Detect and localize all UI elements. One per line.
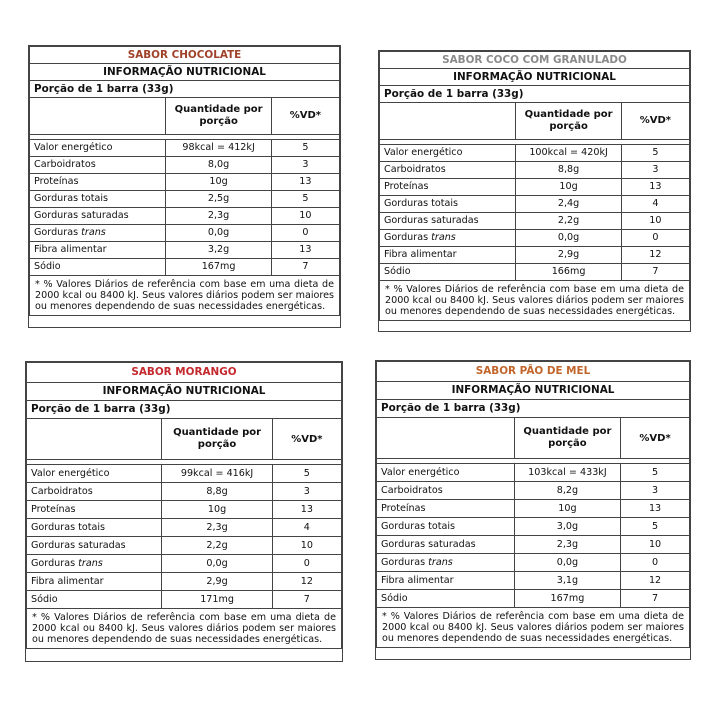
nutrition-panel-coco	[378, 50, 691, 332]
nutrient-row	[380, 196, 690, 213]
nutrition-panel-morango	[25, 361, 343, 662]
nutrient-qty: 3,0g	[514, 518, 620, 536]
nutrient-row	[30, 157, 340, 174]
nutrient-name: Carboidratos	[27, 483, 162, 501]
nutrient-row	[30, 208, 340, 225]
portion-label: Porção de 1 barra (33g)	[30, 81, 340, 98]
nutrient-qty: 10g	[514, 500, 620, 518]
nutrient-row	[377, 500, 690, 518]
nutrient-vd: 0	[621, 230, 689, 247]
nutrient-vd: 12	[621, 247, 689, 264]
nutrient-qty: 2,5g	[166, 191, 271, 208]
nutrient-row	[27, 501, 342, 519]
nutrient-name: Proteínas	[27, 501, 162, 519]
qty-header: Quantidade por porção	[516, 103, 621, 140]
footnote: * % Valores Diários de referência com base em uma dieta de 2000 kcal ou 8400 kJ. Seus valores diários podem ser maiores ou menores dependendo de suas necessidades energéticas.	[30, 276, 340, 316]
vd-header: %VD*	[621, 418, 690, 459]
nutrient-qty: 8,2g	[514, 482, 620, 500]
footnote: * % Valores Diários de referência com base em uma dieta de 2000 kcal ou 8400 kJ. Seus valores diários podem ser maiores ou menores dependendo de suas necessidades energéticas.	[27, 609, 342, 649]
nutrient-name: Proteínas	[380, 179, 516, 196]
nutrient-name: Sódio	[30, 259, 166, 276]
nutrient-name: Gorduras saturadas	[30, 208, 166, 225]
qty-header: Quantidade por porção	[514, 418, 620, 459]
nutrient-qty: 2,2g	[162, 537, 272, 555]
nutrient-vd: 12	[621, 572, 690, 590]
nutrient-row	[30, 174, 340, 191]
nutrient-vd: 10	[621, 213, 689, 230]
nutrient-row	[27, 591, 342, 609]
nutrient-qty: 2,4g	[516, 196, 621, 213]
nutrition-panel-pao-de-mel	[375, 360, 691, 660]
vd-header: %VD*	[271, 98, 339, 135]
nutrition-table	[376, 361, 690, 648]
nutrient-qty: 2,9g	[162, 573, 272, 591]
nutrient-qty: 8,0g	[166, 157, 271, 174]
nutrient-row	[380, 247, 690, 264]
nutrient-qty: 0,0g	[162, 555, 272, 573]
nutrient-vd: 10	[271, 208, 339, 225]
nutrient-qty: 3,1g	[514, 572, 620, 590]
nutrient-name: Gorduras saturadas	[380, 213, 516, 230]
nutrient-name: Carboidratos	[380, 162, 516, 179]
nutrient-vd: 0	[271, 225, 339, 242]
blank-header-cell	[377, 418, 515, 459]
nutrient-name: Gorduras totais	[377, 518, 515, 536]
nutrient-name: Proteínas	[30, 174, 166, 191]
nutrient-row	[30, 225, 340, 242]
nutrient-name: Valor energético	[377, 464, 515, 482]
nutrient-name: Carboidratos	[377, 482, 515, 500]
nutrient-qty: 100kcal = 420kJ	[516, 145, 621, 162]
vd-header: %VD*	[621, 103, 689, 140]
nutrient-row	[377, 464, 690, 482]
nutrient-name: Fibra alimentar	[30, 242, 166, 259]
nutrient-name: Gorduras totais	[380, 196, 516, 213]
nutrient-qty: 171mg	[162, 591, 272, 609]
nutrient-name-italic: trans	[78, 558, 103, 569]
nutrient-vd: 10	[272, 537, 341, 555]
blank-header-cell	[27, 419, 162, 460]
qty-header: Quantidade por porção	[166, 98, 271, 135]
flavor-title: SABOR COCO COM GRANULADO	[380, 52, 690, 69]
nutrition-table	[26, 362, 342, 649]
nutrient-vd: 5	[272, 465, 341, 483]
nutrient-vd: 4	[621, 196, 689, 213]
nutrient-qty: 0,0g	[516, 230, 621, 247]
nutrient-row	[377, 554, 690, 572]
nutrient-row	[377, 536, 690, 554]
nutrient-vd: 13	[271, 242, 339, 259]
vd-header: %VD*	[272, 419, 341, 460]
nutrient-name: Proteínas	[377, 500, 515, 518]
nutrient-name: Gorduras saturadas	[377, 536, 515, 554]
nutrient-row	[30, 140, 340, 157]
nutrient-row	[27, 573, 342, 591]
nutrient-vd: 0	[272, 555, 341, 573]
nutrient-name-italic: trans	[428, 557, 453, 568]
nutrient-vd: 3	[272, 483, 341, 501]
nutrient-qty: 167mg	[514, 590, 620, 608]
nutrient-name: Sódio	[27, 591, 162, 609]
nutrient-qty: 2,3g	[514, 536, 620, 554]
info-title: INFORMAÇÃO NUTRICIONAL	[380, 69, 690, 86]
nutrient-qty: 99kcal = 416kJ	[162, 465, 272, 483]
nutrient-name: Carboidratos	[30, 157, 166, 174]
footnote: * % Valores Diários de referência com base em uma dieta de 2000 kcal ou 8400 kJ. Seus valores diários podem ser maiores ou menores dependendo de suas necessidades energéticas.	[380, 281, 690, 321]
nutrient-vd: 5	[621, 464, 690, 482]
nutrient-row	[377, 518, 690, 536]
blank-header-cell	[380, 103, 516, 140]
nutrient-name: Valor energético	[30, 140, 166, 157]
nutrient-qty: 3,2g	[166, 242, 271, 259]
nutrient-row	[27, 465, 342, 483]
info-title: INFORMAÇÃO NUTRICIONAL	[27, 383, 342, 401]
nutrient-vd: 12	[272, 573, 341, 591]
nutrient-row	[380, 230, 690, 247]
nutrient-name: Gorduras trans	[377, 554, 515, 572]
nutrient-vd: 7	[621, 264, 689, 281]
nutrient-row	[30, 259, 340, 276]
nutrient-vd: 5	[271, 191, 339, 208]
nutrient-vd: 10	[621, 536, 690, 554]
nutrient-row	[27, 537, 342, 555]
nutrient-name: Fibra alimentar	[377, 572, 515, 590]
nutrient-qty: 10g	[166, 174, 271, 191]
nutrient-vd: 13	[271, 174, 339, 191]
nutrient-qty: 0,0g	[166, 225, 271, 242]
nutrient-row	[377, 482, 690, 500]
nutrient-qty: 10g	[162, 501, 272, 519]
nutrient-row	[30, 242, 340, 259]
nutrient-row	[380, 162, 690, 179]
flavor-title: SABOR MORANGO	[27, 363, 342, 383]
nutrient-vd: 13	[272, 501, 341, 519]
nutrient-qty: 2,3g	[166, 208, 271, 225]
nutrient-row	[380, 213, 690, 230]
nutrient-qty: 8,8g	[162, 483, 272, 501]
nutrient-vd: 13	[621, 500, 690, 518]
info-title: INFORMAÇÃO NUTRICIONAL	[377, 382, 690, 400]
qty-header: Quantidade por porção	[162, 419, 272, 460]
nutrient-row	[27, 483, 342, 501]
nutrient-name: Gorduras trans	[30, 225, 166, 242]
nutrient-vd: 5	[621, 518, 690, 536]
portion-label: Porção de 1 barra (33g)	[380, 86, 690, 103]
nutrient-vd: 13	[621, 179, 689, 196]
nutrient-qty: 10g	[516, 179, 621, 196]
nutrient-qty: 8,8g	[516, 162, 621, 179]
nutrient-name: Gorduras trans	[380, 230, 516, 247]
nutrient-vd: 3	[271, 157, 339, 174]
nutrient-vd: 3	[621, 162, 689, 179]
nutrient-vd: 3	[621, 482, 690, 500]
nutrient-qty: 167mg	[166, 259, 271, 276]
nutrient-qty: 2,3g	[162, 519, 272, 537]
nutrient-vd: 4	[272, 519, 341, 537]
nutrient-row	[377, 572, 690, 590]
nutrient-qty: 98kcal = 412kJ	[166, 140, 271, 157]
nutrient-qty: 166mg	[516, 264, 621, 281]
footnote: * % Valores Diários de referência com base em uma dieta de 2000 kcal ou 8400 kJ. Seus valores diários podem ser maiores ou menores dependendo de suas necessidades energéticas.	[377, 608, 690, 648]
nutrient-row	[27, 519, 342, 537]
nutrient-name: Gorduras totais	[27, 519, 162, 537]
nutrient-name: Sódio	[377, 590, 515, 608]
nutrient-name: Gorduras totais	[30, 191, 166, 208]
nutrient-name: Fibra alimentar	[380, 247, 516, 264]
nutrient-row	[380, 264, 690, 281]
nutrient-name: Gorduras trans	[27, 555, 162, 573]
nutrient-name: Fibra alimentar	[27, 573, 162, 591]
nutrient-name-italic: trans	[431, 232, 456, 243]
nutrient-row	[380, 145, 690, 162]
nutrient-vd: 0	[621, 554, 690, 572]
nutrient-qty: 2,9g	[516, 247, 621, 264]
nutrient-vd: 7	[272, 591, 341, 609]
flavor-title: SABOR PÃO DE MEL	[377, 362, 690, 382]
nutrient-vd: 7	[621, 590, 690, 608]
nutrient-vd: 5	[621, 145, 689, 162]
nutrient-vd: 5	[271, 140, 339, 157]
nutrient-name: Gorduras saturadas	[27, 537, 162, 555]
flavor-title: SABOR CHOCOLATE	[30, 47, 340, 64]
portion-label: Porção de 1 barra (33g)	[377, 400, 690, 418]
nutrient-row	[30, 191, 340, 208]
portion-label: Porção de 1 barra (33g)	[27, 401, 342, 419]
nutrient-row	[27, 555, 342, 573]
info-title: INFORMAÇÃO NUTRICIONAL	[30, 64, 340, 81]
nutrient-name: Valor energético	[380, 145, 516, 162]
nutrient-vd: 7	[271, 259, 339, 276]
nutrient-qty: 2,2g	[516, 213, 621, 230]
nutrition-panel-chocolate	[28, 45, 341, 328]
nutrition-table	[29, 46, 340, 316]
nutrient-name-italic: trans	[81, 227, 106, 238]
nutrient-qty: 0,0g	[514, 554, 620, 572]
nutrient-name: Sódio	[380, 264, 516, 281]
blank-header-cell	[30, 98, 166, 135]
nutrition-table	[379, 51, 690, 321]
nutrient-row	[380, 179, 690, 196]
nutrient-name: Valor energético	[27, 465, 162, 483]
nutrient-qty: 103kcal = 433kJ	[514, 464, 620, 482]
nutrient-row	[377, 590, 690, 608]
